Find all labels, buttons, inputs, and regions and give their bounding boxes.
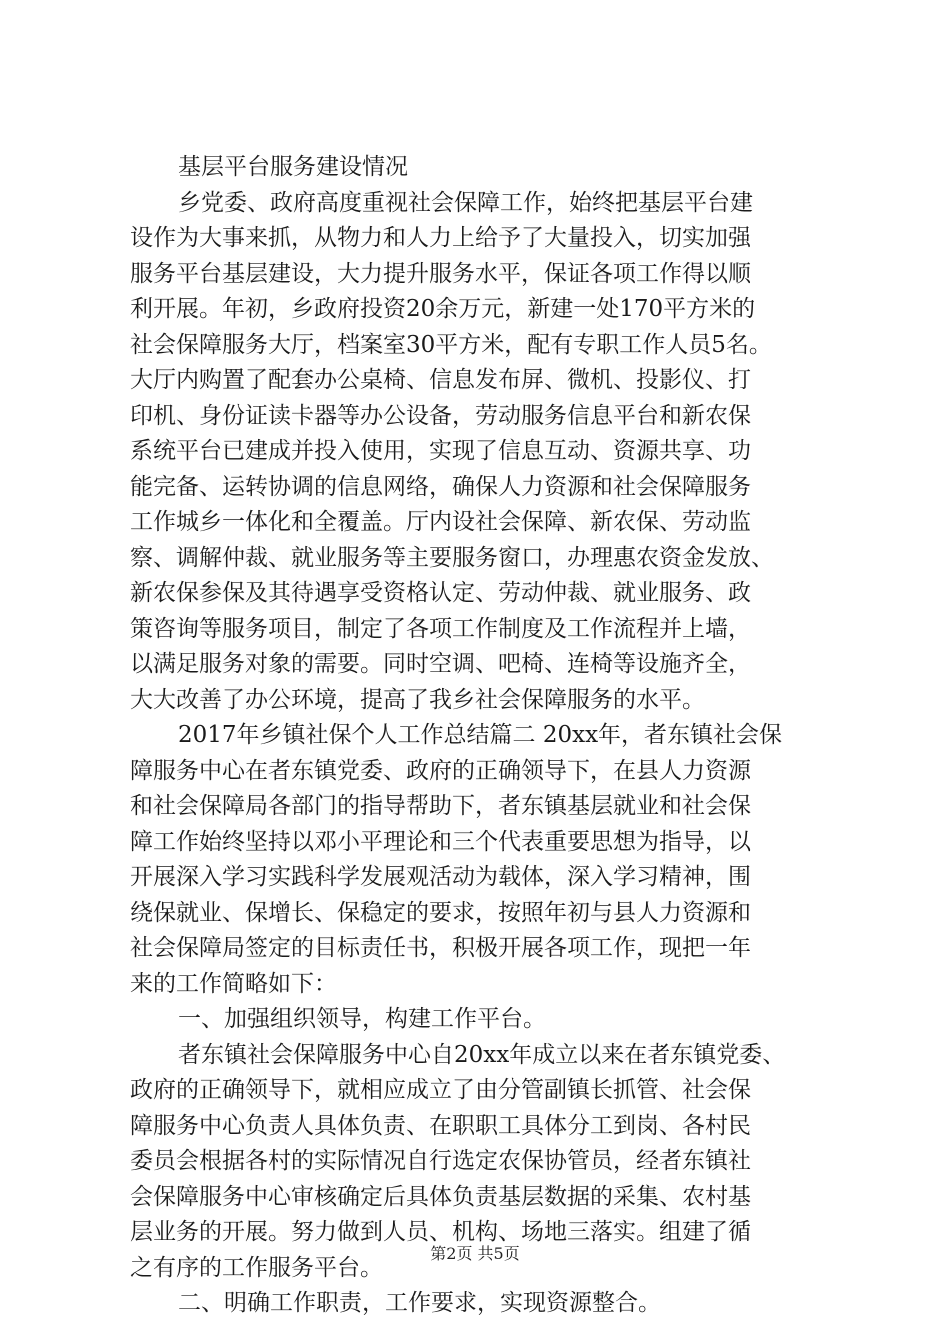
paragraph-line: 委员会根据各村的实际情况自行选定农保协管员，经者东镇社 xyxy=(130,1148,751,1174)
section-title: 基层平台服务建设情况 xyxy=(178,154,408,180)
paragraph-line: 服务平台基层建设，大力提升服务水平，保证各项工作得以顺 xyxy=(130,260,751,287)
section-heading: 一、加强组织领导，构建工作平台。 xyxy=(178,1006,546,1032)
paragraph-line: 绕保就业、保增长、保稳定的要求，按照年初与县人力资源和 xyxy=(130,899,751,926)
paragraph-line: 以满足服务对象的需要。同时空调、吧椅、连椅等设施齐全， xyxy=(130,651,751,677)
paragraph-line: 利开展。年初，乡政府投资20余万元，新建一处170平方米的 xyxy=(130,296,756,322)
paragraph-line: 能完备、运转协调的信息网络，确保人力资源和社会保障服务 xyxy=(130,473,751,500)
paragraph-line: 工作城乡一体化和全覆盖。厅内设社会保障、新农保、劳动监 xyxy=(130,509,751,535)
paragraph-line: 会保障服务中心审核确定后具体负责基层数据的采集、农村基 xyxy=(130,1183,751,1210)
paragraph-line: 察、调解仲裁、就业服务等主要服务窗口，办理惠农资金发放、 xyxy=(130,544,774,571)
paragraph-line: 社会保障服务大厅，档案室30平方米，配有专职工作人员5名。 xyxy=(130,331,772,358)
paragraph-line: 开展深入学习实践科学发展观活动为载体，深入学习精神，围 xyxy=(130,864,751,890)
paragraph-line: 新农保参保及其待遇享受资格认定、劳动仲裁、就业服务、政 xyxy=(130,580,751,606)
paragraph-line: 者东镇社会保障服务中心自20xx年成立以来在者东镇党委、 xyxy=(178,1041,786,1068)
paragraph-line: 系统平台已建成并投入使用，实现了信息互动、资源共享、功 xyxy=(130,438,751,464)
paragraph-line: 设作为大事来抓，从物力和人力上给予了大量投入，切实加强 xyxy=(130,225,751,251)
paragraph-line: 大大改善了办公环境，提高了我乡社会保障服务的水平。 xyxy=(130,686,705,713)
document-body xyxy=(130,150,850,1322)
section-heading: 二、明确工作职责，工作要求，实现资源整合。 xyxy=(178,1290,661,1316)
paragraph-line: 政府的正确领导下，就相应成立了由分管副镇长抓管、社会保 xyxy=(130,1077,751,1103)
page-number-footer: 第2页 共5页 xyxy=(430,1244,520,1263)
paragraph-line: 层业务的开展。努力做到人员、机构、场地三落实。组建了循 xyxy=(130,1219,751,1245)
paragraph-line: 印机、身份证读卡器等办公设备，劳动服务信息平台和新农保 xyxy=(130,402,751,429)
paragraph-line: 乡党委、政府高度重视社会保障工作，始终把基层平台建 xyxy=(178,189,753,216)
paragraph-line: 社会保障局签定的目标责任书，积极开展各项工作，现把一年 xyxy=(130,935,751,961)
paragraph-line: 障服务中心负责人具体负责、在职职工具体分工到岗、各村民 xyxy=(130,1112,751,1139)
paragraph-line: 障工作始终坚持以邓小平理论和三个代表重要思想为指导，以 xyxy=(130,828,751,855)
paragraph-line: 和社会保障局各部门的指导帮助下，者东镇基层就业和社会保 xyxy=(130,793,751,819)
paragraph-line: 来的工作简略如下： xyxy=(130,970,337,997)
paragraph-line: 障服务中心在者东镇党委、政府的正确领导下，在县人力资源 xyxy=(130,757,751,784)
paragraph-line: 之有序的工作服务平台。 xyxy=(130,1254,383,1281)
paragraph-line: 策咨询等服务项目，制定了各项工作制度及工作流程并上墙， xyxy=(130,615,751,642)
paragraph-line: 2017年乡镇社保个人工作总结篇二 20xx年，者东镇社会保 xyxy=(178,722,783,748)
paragraph-line: 大厅内购置了配套办公桌椅、信息发布屏、微机、投影仪、打 xyxy=(130,367,751,393)
